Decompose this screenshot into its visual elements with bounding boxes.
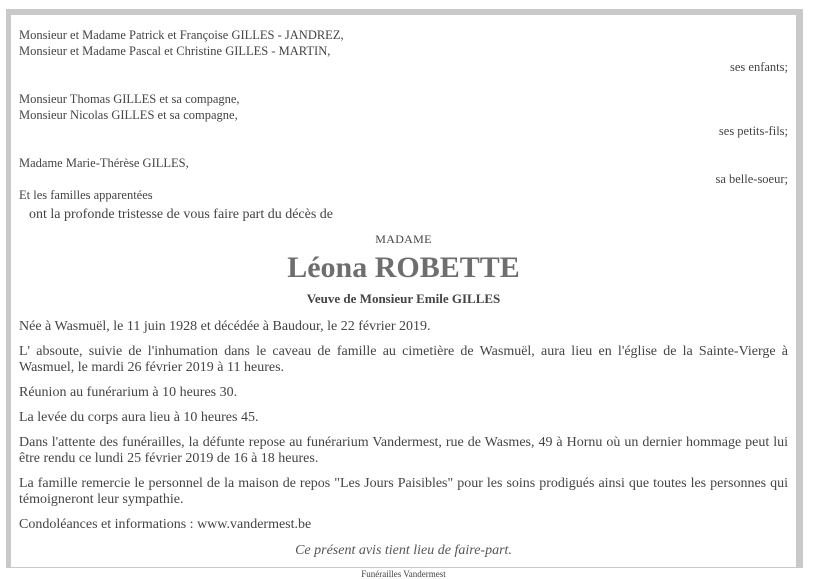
sister-in-law-line: Madame Marie-Thérèse GILLES,: [19, 156, 189, 170]
thanks-paragraph: La famille remercie le personnel de la maison de repos "Les Jours Paisibles" pour les soins prodigués ainsi que toutes les personnes qui témoigneront leur sympathie.: [19, 476, 788, 507]
widow-line: Veuve de Monsieur Emile GILLES: [306, 291, 501, 306]
condolences-paragraph: Condoléances et informations : www.vandermest.be: [19, 517, 312, 532]
sister-in-law-role: sa belle-soeur;: [715, 172, 788, 186]
death-notice: [11, 15, 796, 579]
family-grandchildren-line: Monsieur Nicolas GILLES et sa compagne,: [19, 108, 238, 122]
funeral-home-credit: Funérailles Vandermest: [361, 569, 446, 579]
title-madame: MADAME: [375, 232, 432, 246]
family-children-line: Monsieur et Madame Pascal et Christine GILLES - MARTIN,: [19, 44, 331, 58]
family-children-line: Monsieur et Madame Patrick et Françoise GILLES - JANDREZ,: [19, 28, 344, 42]
family-grandchildren-line: Monsieur Thomas GILLES et sa compagne,: [19, 92, 240, 106]
visitation-paragraph: Dans l'attente des funérailles, la défunte repose au funérarium Vandermest, rue de Wasmes, 49 à Hornu où un dernier hommage peut lui être rendu ce lundi 25 février 2019 de 16 à 18 heures.: [19, 435, 788, 466]
relatives-line: Et les familles apparentées: [19, 188, 153, 202]
children-role: ses enfants;: [730, 60, 788, 74]
departure-paragraph: La levée du corps aura lieu à 10 heures 45.: [19, 410, 259, 425]
faire-part-notice: Ce présent avis tient lieu de faire-part.: [295, 543, 512, 558]
ceremony-paragraph: L' absoute, suivie de l'inhumation dans le caveau de famille au cimetière de Wasmuël, aura lieu en l'église de la Sainte-Vierge à Wasmuel, le mardi 26 février 2019 à 11 heures.: [19, 344, 788, 375]
grandchildren-role: ses petits-fils;: [718, 124, 788, 138]
deceased-name: Léona ROBETTE: [287, 251, 520, 284]
birth-death-paragraph: Née à Wasmuël, le 11 juin 1928 et décédée à Baudour, le 22 février 2019.: [19, 319, 431, 334]
meeting-paragraph: Réunion au funérarium à 10 heures 30.: [19, 385, 238, 400]
intro-text: ont la profonde tristesse de vous faire part du décès de: [29, 207, 334, 222]
